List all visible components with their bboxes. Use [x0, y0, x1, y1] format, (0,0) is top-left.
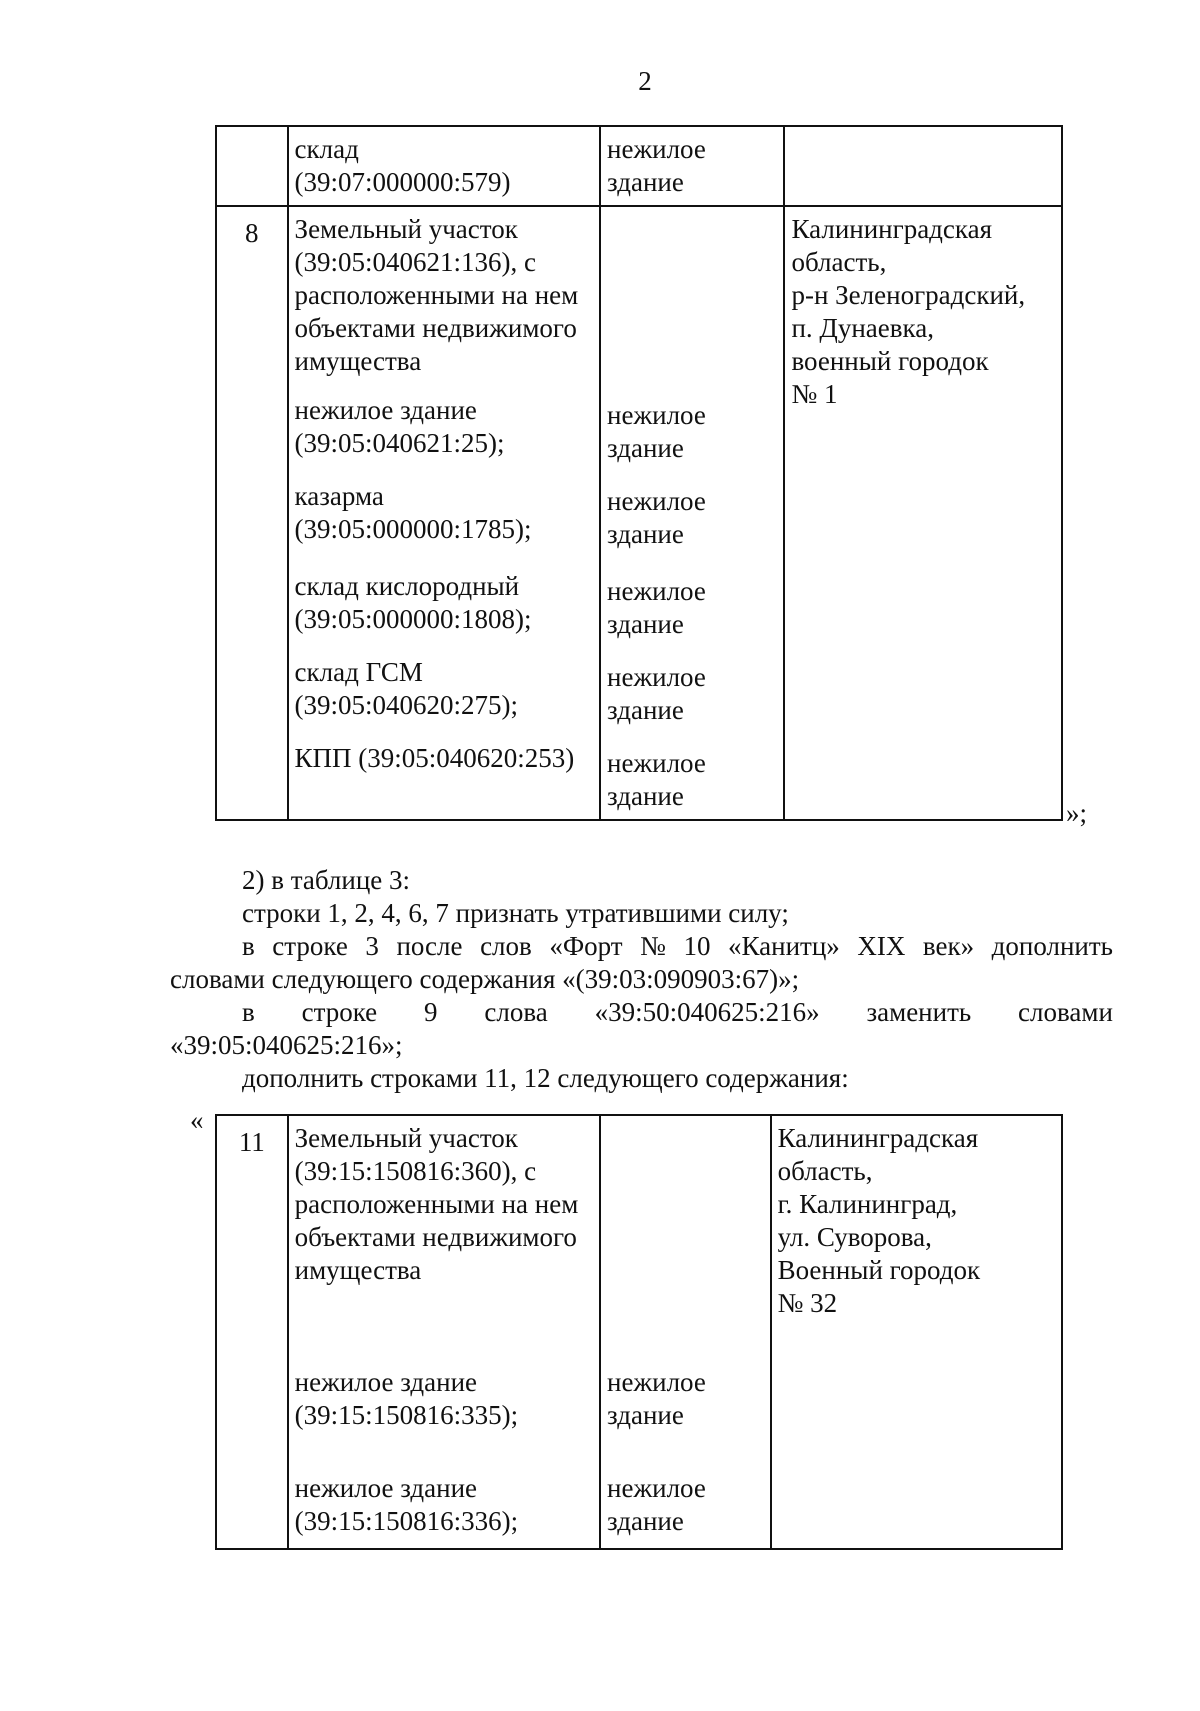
- building-name: КПП (39:05:040620:253): [294, 743, 575, 773]
- paragraph-row3-line1: [242, 930, 1113, 963]
- word: 10: [683, 931, 711, 961]
- closing-quote: »;: [1066, 798, 1088, 828]
- row-number-cell: 11: [216, 1115, 288, 1549]
- building-type: нежилое здание: [607, 1367, 706, 1430]
- paragraph-add-rows: дополнить строками 11, 12 следующего содержания:: [242, 1063, 849, 1093]
- word: XIX: [857, 931, 906, 961]
- word: заменить: [866, 997, 972, 1027]
- building-type: нежилое здание: [607, 662, 706, 725]
- building-type: нежилое здание: [607, 400, 706, 463]
- word: после: [396, 931, 463, 961]
- word: в: [242, 931, 255, 961]
- object-name-cell: [288, 206, 601, 820]
- address-cell: Калининградская область, г. Калининград, ул. Суворова, Военный городок № 32: [771, 1115, 1062, 1549]
- property-table-2: [215, 1114, 1063, 1550]
- building-name: склад ГСМ (39:05:040620:275);: [294, 657, 519, 720]
- word: дополнить: [991, 931, 1113, 961]
- object-name-cell: [288, 1115, 600, 1549]
- table-row: [216, 206, 1062, 820]
- word: 9: [424, 997, 438, 1027]
- word: строке: [272, 931, 348, 961]
- paragraph-rows-invalid: строки 1, 2, 4, 6, 7 признать утратившими силу;: [242, 898, 789, 928]
- building-name: склад кислородный (39:05:000000:1808);: [294, 571, 532, 634]
- land-plot-text: Земельный участок (39:05:040621:136), с расположенными на нем объектами недвижимого имущества: [294, 214, 579, 376]
- building-type: нежилое здание: [607, 1473, 706, 1536]
- word: век»: [922, 931, 975, 961]
- object-type-cell: [600, 206, 784, 820]
- building-type: нежилое здание: [607, 748, 706, 811]
- paragraph-row3-line2: словами следующего содержания «(39:03:090903:67)»;: [170, 964, 800, 994]
- word: строке: [301, 997, 378, 1027]
- land-plot-text: Земельный участок (39:15:150816:360), с расположенными на нем объектами недвижимого имущества: [294, 1123, 579, 1285]
- word: слова: [484, 997, 548, 1027]
- word: в: [242, 997, 255, 1027]
- paragraph-item-2: 2) в таблице 3:: [242, 865, 411, 895]
- row-number-cell: [216, 126, 288, 206]
- building-name: нежилое здание (39:15:150816:336);: [294, 1473, 519, 1536]
- paragraph-row9-line2: «39:05:040625:216»;: [170, 1030, 403, 1060]
- word: «39:50:040625:216»: [594, 997, 820, 1027]
- word: 3: [365, 931, 379, 961]
- row-number-cell: 8: [216, 206, 288, 820]
- object-name-cell: склад (39:07:000000:579): [288, 126, 601, 206]
- word: «Канитц»: [728, 931, 840, 961]
- building-name: казарма (39:05:000000:1785);: [294, 481, 532, 544]
- table-row: [216, 126, 1062, 206]
- word: слов: [480, 931, 532, 961]
- object-type-cell: [600, 1115, 771, 1549]
- word: «Форт: [549, 931, 623, 961]
- building-name: нежилое здание (39:15:150816:335);: [294, 1367, 519, 1430]
- address-cell: [784, 126, 1062, 206]
- building-type: нежилое здание: [607, 576, 706, 639]
- property-table-1: [215, 125, 1063, 821]
- opening-quote: «: [190, 1105, 204, 1135]
- word: №: [640, 931, 666, 961]
- building-name: нежилое здание (39:05:040621:25);: [294, 395, 505, 458]
- building-type: нежилое здание: [607, 486, 706, 549]
- page-number: 2: [638, 66, 652, 96]
- address-cell: Калининградская область, р-н Зеленоградский, п. Дунаевка, военный городок № 1: [784, 206, 1062, 820]
- word: словами: [1018, 997, 1113, 1027]
- object-type-cell: нежилое здание: [600, 126, 784, 206]
- table-row: [216, 1115, 1062, 1549]
- paragraph-row9-line1: [242, 996, 1113, 1029]
